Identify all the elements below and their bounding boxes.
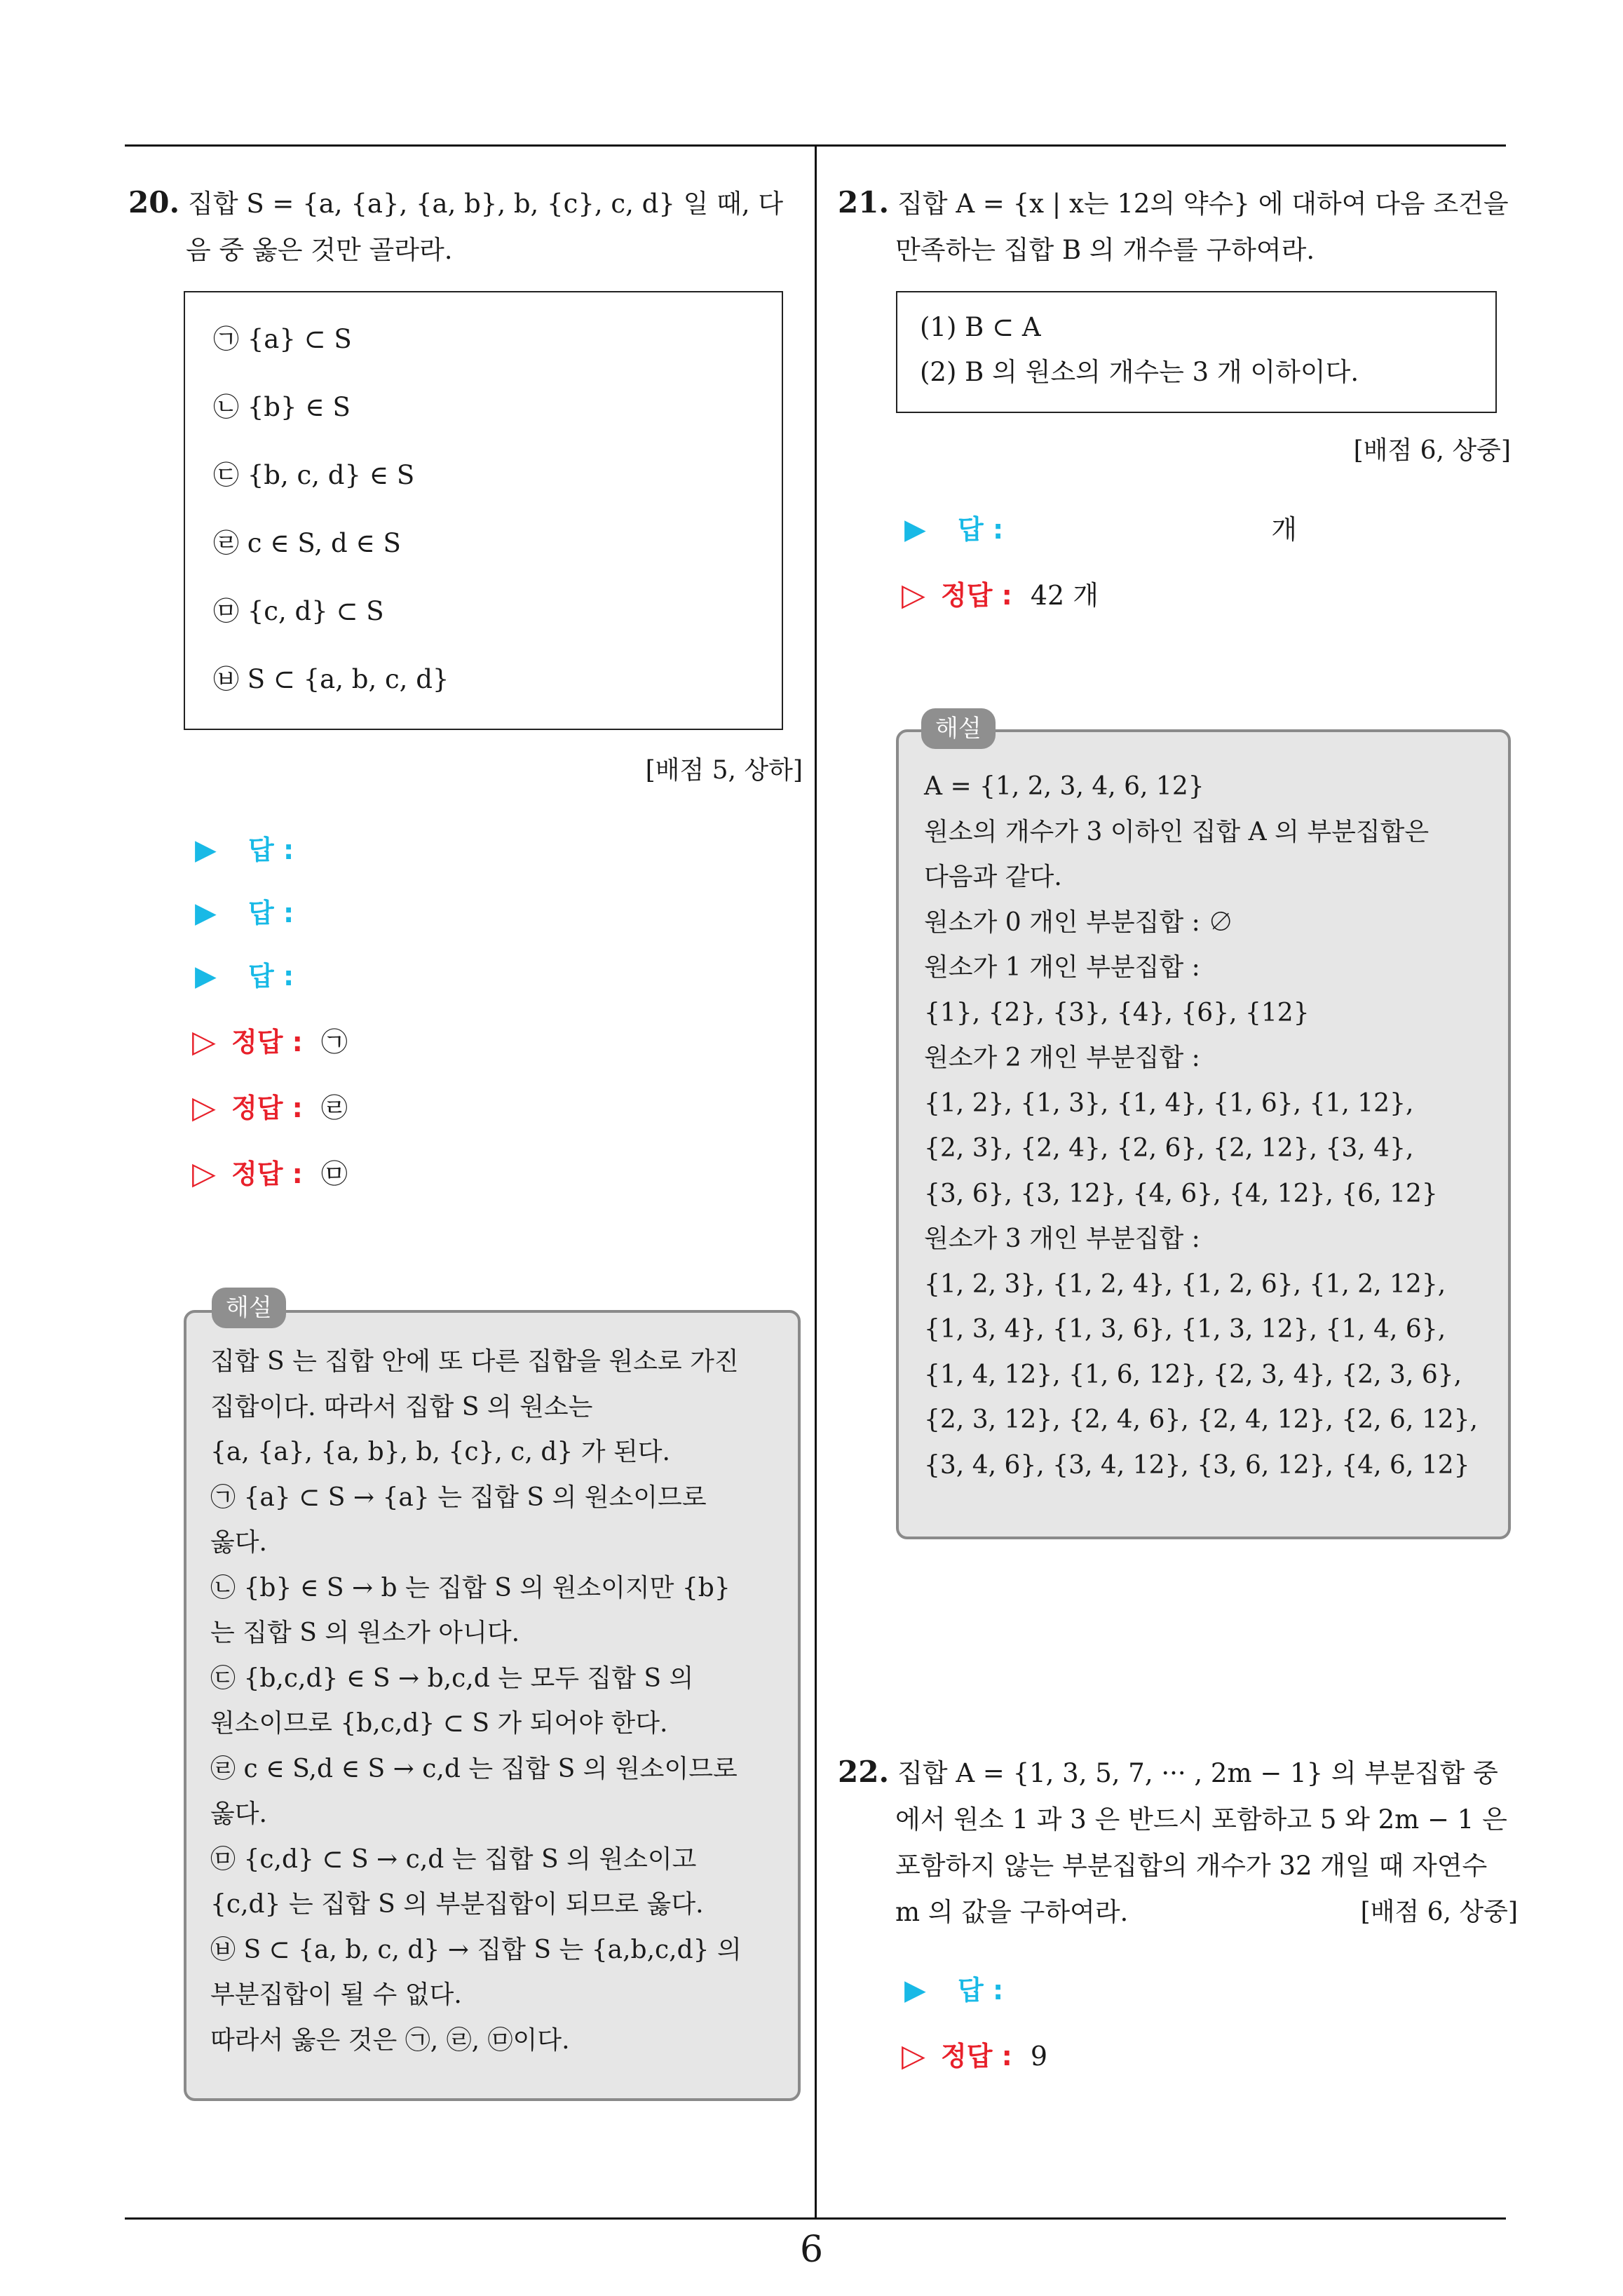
q20-correct-row-1 [192, 1021, 348, 1063]
solution-line: 옳다. [210, 1799, 267, 1828]
play-arrow-icon: ▶ [904, 1974, 926, 2006]
solution-line: 집합 S 는 집합 안에 또 다른 집합을 원소로 가진 [210, 1347, 739, 1376]
q20-option-2: ㉡ {b} ∈ S [213, 392, 351, 422]
play-arrow-icon: ▶ [904, 513, 926, 546]
solution-line: 원소가 1 개인 부분집합 : [924, 953, 1200, 982]
solution-line: {1, 2, 3}, {1, 2, 4}, {1, 2, 6}, {1, 2, 12}, [924, 1269, 1446, 1299]
play-arrow-icon: ▶ [195, 897, 217, 929]
q21-number: 21. [838, 185, 890, 220]
solution-line: {3, 4, 6}, {3, 4, 12}, {3, 6, 12}, {4, 6, 12} [924, 1450, 1470, 1480]
correct-answer: ㉠ [320, 1027, 348, 1058]
correct-label: 정답 : [231, 1093, 303, 1123]
triangle-outline-icon: ▷ [192, 1156, 216, 1191]
q20-option-3: ㉢ {b, c, d} ∈ S [213, 460, 415, 490]
q22-text-line3: 포함하지 않는 부분집합의 개수가 32 개일 때 자연수 [895, 1851, 1488, 1881]
correct-label: 정답 : [231, 1027, 303, 1058]
q21-condition-2: (2) B 의 원소의 개수는 3 개 이하이다. [920, 357, 1359, 387]
correct-label: 정답 : [941, 580, 1012, 611]
answer-label: 답 : [248, 961, 294, 992]
solution-line: 원소의 개수가 3 이하인 집합 A 의 부분집합은 [924, 817, 1430, 846]
q21-score: [배점 6, 상중] [1353, 436, 1511, 465]
q20-option-4: ㉣ c ∈ S, d ∈ S [213, 528, 401, 558]
triangle-outline-icon: ▷ [192, 1024, 216, 1060]
q21-conditions-box [896, 291, 1497, 413]
solution-line: ㉡ {b} ∈ S → b 는 집합 S 의 원소이지만 {b} [210, 1573, 731, 1602]
q22-text-line2: 에서 원소 1 과 3 은 반드시 포함하고 5 와 2m − 1 은 [895, 1804, 1507, 1835]
solution-line: {2, 3, 12}, {2, 4, 6}, {2, 4, 12}, {2, 6, 12}, [924, 1405, 1478, 1434]
solution-line: {1, 3, 4}, {1, 3, 6}, {1, 3, 12}, {1, 4, 6}, [924, 1315, 1446, 1344]
q21-answer-row[interactable] [904, 508, 1297, 551]
solution-line: {c,d} 는 집합 S 의 부분집합이 되므로 옳다. [210, 1890, 704, 1919]
q21-text-line2: 만족하는 집합 B 의 개수를 구하여라. [895, 235, 1315, 265]
correct-answer: ㉤ [320, 1159, 348, 1189]
triangle-outline-icon: ▷ [902, 577, 925, 613]
correct-answer: 9 [1030, 2041, 1048, 2072]
q20-option-5: ㉤ {c, d} ⊂ S [213, 596, 384, 626]
q21-text-line1: 집합 A = {x | x는 12의 약수} 에 대하여 다음 조건을 [897, 189, 1509, 219]
q20-solution-box [184, 1310, 801, 2101]
correct-answer: ㉣ [320, 1093, 348, 1123]
column-divider [815, 144, 817, 2219]
solution-line: 원소가 2 개인 부분집합 : [924, 1044, 1200, 1072]
solution-line: ㉠ {a} ⊂ S → {a} 는 집합 S 의 원소이므로 [210, 1483, 707, 1512]
correct-label: 정답 : [941, 2041, 1012, 2072]
solution-line: 원소가 3 개인 부분집합 : [924, 1224, 1200, 1253]
solution-line: 옳다. [210, 1528, 267, 1557]
answer-label: 답 : [248, 898, 294, 928]
q20-text-line2: 음 중 옳은 것만 골라라. [186, 235, 453, 265]
solution-line: 부분집합이 될 수 없다. [210, 1980, 462, 2009]
triangle-outline-icon: ▷ [902, 2038, 925, 2074]
q20-correct-row-2 [192, 1087, 348, 1129]
q20-answer-row-1[interactable] [195, 829, 294, 871]
solution-line: 원소이므로 {b,c,d} ⊂ S 가 되어야 한다. [210, 1709, 668, 1738]
q22-score: [배점 6, 상중] [1360, 1898, 1518, 1926]
solution-line: ㉢ {b,c,d} ∈ S → b,c,d 는 모두 집합 S 의 [210, 1663, 694, 1693]
q21-correct-row [902, 574, 1099, 616]
bottom-rule [125, 2217, 1506, 2220]
solution-line: 따라서 옳은 것은 ㉠, ㉣, ㉤이다. [210, 2025, 570, 2055]
solution-line: A = {1, 2, 3, 4, 6, 12} [924, 772, 1204, 801]
q22-correct-row [902, 2035, 1047, 2077]
q22-number: 22. [838, 1755, 890, 1789]
q20-option-6: ㉥ S ⊂ {a, b, c, d} [213, 664, 449, 694]
answer-label: 답 : [958, 514, 1004, 545]
q21-solution-box [896, 729, 1511, 1539]
q20-text-line1: 집합 S = {a, {a}, {a, b}, b, {c}, c, d} 일 때, 다 [188, 189, 784, 219]
q20-answer-row-2[interactable] [195, 892, 294, 934]
correct-label: 정답 : [231, 1159, 303, 1189]
answer-label: 답 : [248, 835, 294, 865]
q20-option-1: ㉠ {a} ⊂ S [213, 324, 352, 354]
q22-answer-row[interactable] [904, 1969, 1003, 2011]
q20-text [128, 180, 808, 274]
q20-options-box [184, 291, 783, 730]
solution-line: ㉣ c ∈ S,d ∈ S → c,d 는 집합 S 의 원소이므로 [210, 1754, 738, 1783]
q20-solution-tag: 해설 [212, 1288, 286, 1328]
triangle-outline-icon: ▷ [192, 1090, 216, 1126]
solution-line: {1, 2}, {1, 3}, {1, 4}, {1, 6}, {1, 12}, [924, 1088, 1414, 1118]
q21-text [838, 180, 1525, 274]
solution-line: {1}, {2}, {3}, {4}, {6}, {12} [924, 998, 1310, 1027]
q20-correct-row-3 [192, 1153, 348, 1195]
solution-line: ㉥ S ⊂ {a, b, c, d} → 집합 S 는 {a,b,c,d} 의 [210, 1935, 742, 1964]
solution-line: 원소가 0 개인 부분집합 : ∅ [924, 907, 1234, 937]
play-arrow-icon: ▶ [195, 960, 217, 992]
q22-text [838, 1749, 1518, 1936]
q22-text-line1: 집합 A = {1, 3, 5, 7, ··· , 2m − 1} 의 부분집합 중 [897, 1758, 1498, 1788]
solution-line: {a, {a}, {a, b}, b, {c}, c, d} 가 된다. [210, 1438, 670, 1466]
answer-label: 답 : [958, 1975, 1004, 2006]
page-number: 6 [799, 2229, 824, 2271]
solution-line: {2, 3}, {2, 4}, {2, 6}, {2, 12}, {3, 4}, [924, 1134, 1414, 1163]
q20-score: [배점 5, 상하] [645, 756, 803, 785]
q20-answer-row-3[interactable] [195, 955, 294, 997]
solution-line: {1, 4, 12}, {1, 6, 12}, {2, 3, 4}, {2, 3, 6}, [924, 1360, 1462, 1389]
solution-line: ㉤ {c,d} ⊂ S → c,d 는 집합 S 의 원소이고 [210, 1844, 697, 1874]
solution-line: 다음과 같다. [924, 863, 1062, 891]
play-arrow-icon: ▶ [195, 834, 217, 866]
q21-solution-tag: 해설 [921, 708, 996, 749]
solution-line: 는 집합 S 의 원소가 아니다. [210, 1619, 520, 1647]
answer-unit: 개 [1271, 514, 1297, 545]
q21-condition-1: (1) B ⊂ A [920, 312, 1041, 342]
q20-number: 20. [128, 185, 180, 220]
correct-answer: 42 개 [1030, 580, 1099, 611]
q22-text-line4: m 의 값을 구하여라. [895, 1897, 1129, 1927]
solution-line: {3, 6}, {3, 12}, {4, 6}, {4, 12}, {6, 12} [924, 1179, 1438, 1208]
solution-line: 집합이다. 따라서 집합 S 의 원소는 [210, 1392, 593, 1422]
